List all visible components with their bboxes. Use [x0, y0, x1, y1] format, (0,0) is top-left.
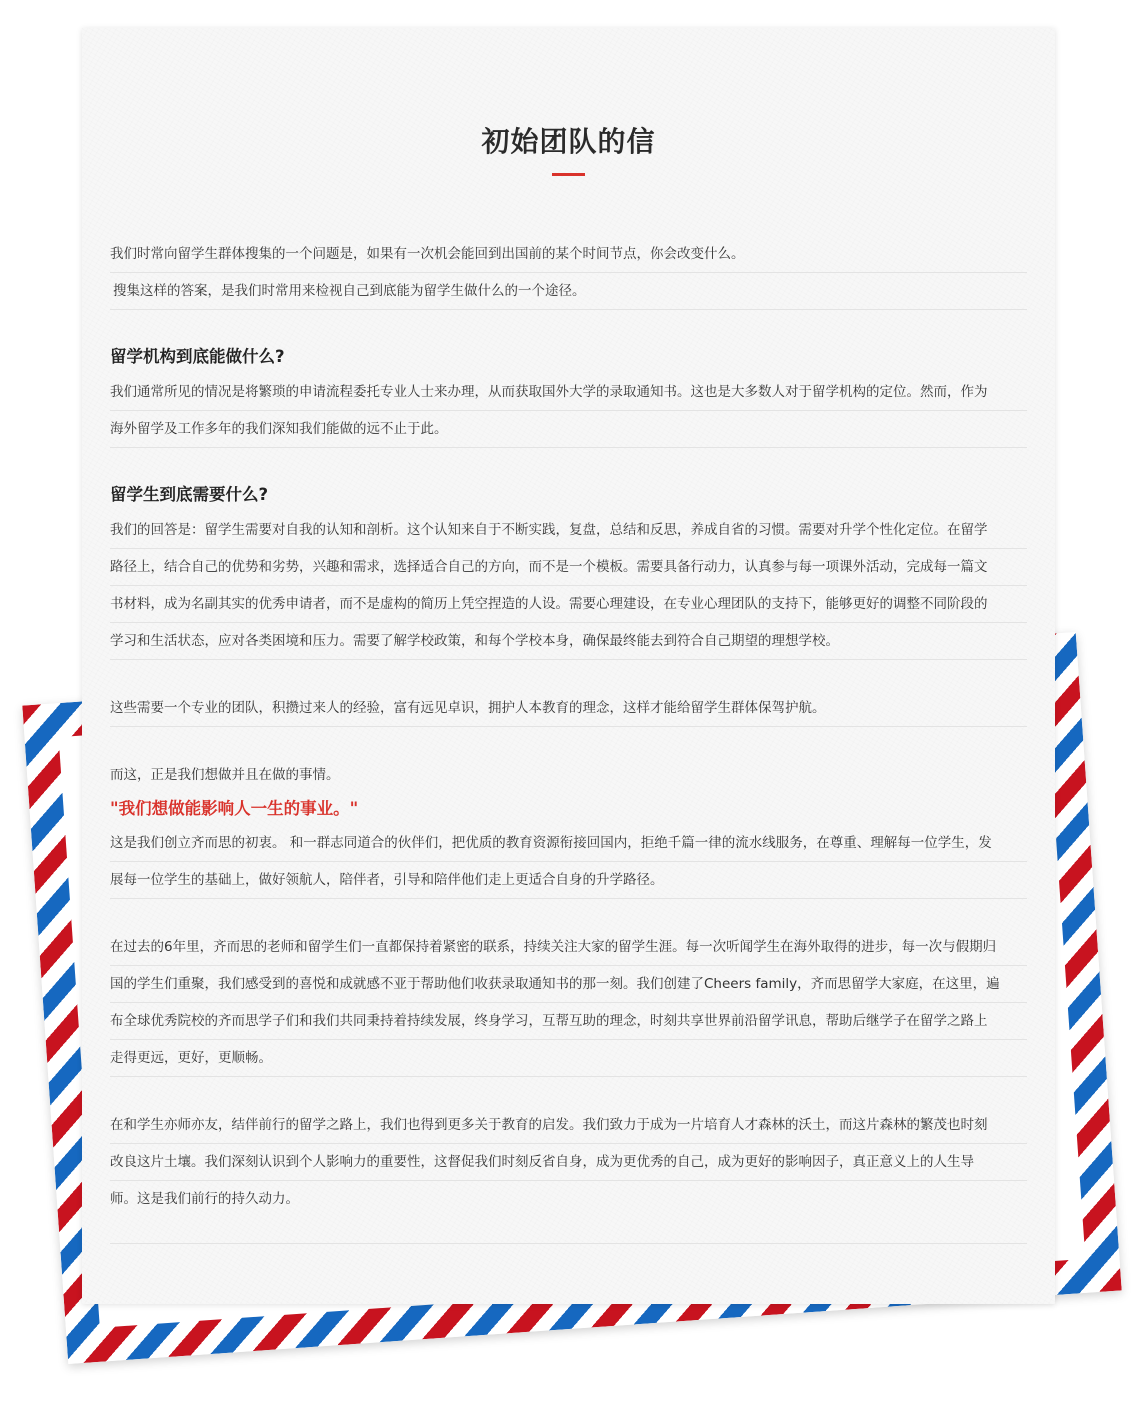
- section2-line-3: 书材料，成为名副其实的优秀申请者，而不是虚构的简历上凭空捏造的人设。需要心理建设，在专业心理团队的支持下，能够更好的调整不同阶段的: [110, 586, 1027, 623]
- letter-body: [110, 236, 1027, 1244]
- history-line-1: 在过去的6年里，齐而思的老师和留学生们一直都保持着紧密的联系，持续关注大家的留学生涯。每一次听闻学生在海外取得的进步，每一次与假期归: [110, 929, 1027, 966]
- section1-heading: 留学机构到底能做什么?: [110, 347, 285, 366]
- mission-quote: "我们想做能影响人一生的事业。": [110, 799, 359, 818]
- letter-title: 初始团队的信: [481, 125, 656, 158]
- closing-rule: [110, 1217, 1027, 1244]
- history-line-4: 走得更远，更好，更顺畅。: [110, 1040, 1027, 1077]
- team-line: 这些需要一个专业的团队，积攒过来人的经验，富有远见卓识，拥护人本教育的理念，这样才能给留学生群体保驾护航。: [110, 690, 1027, 727]
- section1-line-2: 海外留学及工作多年的我们深知我们能做的远不止于此。: [110, 411, 1027, 448]
- title-underline: [552, 173, 585, 176]
- section2-heading: 留学生到底需要什么?: [110, 485, 269, 504]
- history-line-3: 布全球优秀院校的齐而思学子们和我们共同秉持着持续发展，终身学习，互帮互助的理念，时刻共享世界前沿留学讯息，帮助后继学子在留学之路上: [110, 1003, 1027, 1040]
- intro-line-1: 我们时常向留学生群体搜集的一个问题是，如果有一次机会能回到出国前的某个时间节点，你会改变什么。: [110, 236, 1027, 273]
- section2-line-4: 学习和生活状态，应对各类困境和压力。需要了解学校政策，和每个学校本身，确保最终能去到符合自己期望的理想学校。: [110, 623, 1027, 660]
- section-gap: [110, 727, 1027, 757]
- mission-line-1: 这是我们创立齐而思的初衷。 和一群志同道合的伙伴们，把优质的教育资源衔接回国内，拒绝千篇一律的流水线服务，在尊重、理解每一位学生，发: [110, 825, 1027, 862]
- section-gap: [110, 448, 1027, 478]
- section-gap: [110, 899, 1027, 929]
- section2-line-2: 路径上，结合自己的优势和劣势，兴趣和需求，选择适合自己的方向，而不是一个模板。需要具备行动力，认真参与每一项课外活动，完成每一篇文: [110, 549, 1027, 586]
- intro-line-2: 搜集这样的答案，是我们时常用来检视自己到底能为留学生做什么的一个途径。: [110, 273, 1027, 310]
- section2-line-1: 我们的回答是：留学生需要对自我的认知和剖析。这个认知来自于不断实践，复盘，总结和反思，养成自省的习惯。需要对升学个性化定位。在留学: [110, 512, 1027, 549]
- closing-line-1: 在和学生亦师亦友，结伴前行的留学之路上，我们也得到更多关于教育的启发。我们致力于成为一片培育人才森林的沃土，而这片森林的繁茂也时刻: [110, 1107, 1027, 1144]
- history-line-2: 国的学生们重聚，我们感受到的喜悦和成就感不亚于帮助他们收获录取通知书的那一刻。我们创建了Cheers family，齐而思留学大家庭，在这里，遍: [110, 966, 1027, 1003]
- section-gap: [110, 660, 1027, 690]
- mission-line-2: 展每一位学生的基础上，做好领航人，陪伴者，引导和陪伴他们走上更适合自身的升学路径。: [110, 862, 1027, 899]
- closing-line-3: 师。这是我们前行的持久动力。: [110, 1191, 299, 1207]
- section-gap: [110, 310, 1027, 340]
- section-gap: [110, 1077, 1027, 1107]
- mission-lead: 而这，正是我们想做并且在做的事情。: [110, 767, 340, 783]
- letter-paper: [82, 28, 1055, 1304]
- section1-line-1: 我们通常所见的情况是将繁琐的申请流程委托专业人士来办理，从而获取国外大学的录取通知书。这也是大多数人对于留学机构的定位。然而，作为: [110, 374, 1027, 411]
- closing-line-2: 改良这片土壤。我们深刻认识到个人影响力的重要性，这督促我们时刻反省自身，成为更优秀的自己，成为更好的影响因子，真正意义上的人生导: [110, 1144, 1027, 1181]
